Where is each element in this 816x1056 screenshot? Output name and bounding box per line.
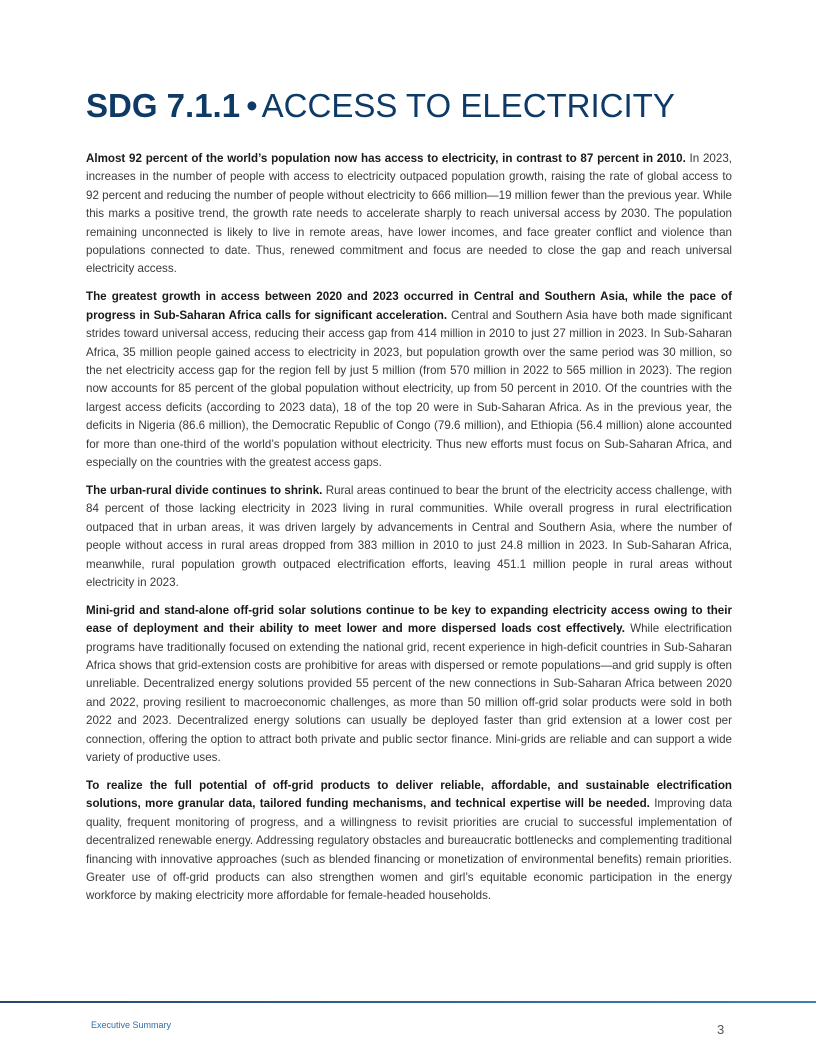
- title-separator: •: [246, 87, 258, 124]
- sdg-code: SDG 7.1.1: [86, 87, 241, 124]
- page-title: [86, 84, 675, 128]
- paragraph-off-grid-solutions: [86, 602, 732, 768]
- footer-divider: [0, 1001, 816, 1003]
- paragraph-urban-rural: [86, 482, 732, 592]
- paragraph-lead: The urban-rural divide continues to shrink.: [86, 483, 323, 497]
- paragraph-regional-growth: [86, 288, 732, 472]
- paragraph-lead: Almost 92 percent of the world’s population now has access to electricity, in contrast to 87 percent in 2010.: [86, 152, 686, 165]
- paragraph-lead: The greatest growth in access between 2020 and 2023 occurred in Central and Southern Asia, while the pace of progress in Sub-Saharan Africa calls for significant acceleration.: [86, 290, 732, 322]
- paragraph-body: Improving data quality, frequent monitoring of progress, and a willingness to revisit priorities are crucial to successful implementation of decentralized renewable energy. Addressing regulatory obstacles and bureaucratic bottlenecks and complementing traditional financing with innovative approaches (such as blended financing or monetization of environmental benefits) remain priorities. Greater use of off-grid products can also strengthen women and girl’s equitable economic participation in the energy workforce by making electricity more affordable for female-headed households.: [86, 797, 732, 903]
- paragraph-body: While electrification programs have traditionally focused on extending the national grid, recent experience in high-deficit countries in Sub-Saharan Africa shows that grid-extension costs are prohibitive for areas with dispersed or remote populations—and grid supply is often unreliable. Decentralized energy solutions provided 55 percent of the new connections in Sub-Saharan Africa between 2020 and 2022, proving resilient to macroeconomic challenges, as more than 50 million off-grid solar products were sold in both 2022 and 2023. Decentralized energy solutions can usually be deployed faster than grid extension at a lower cost per connection, offering the option to attract both private and public sector finance. Mini-grids are reliable and can support a wide variety of productive uses.: [86, 622, 733, 765]
- paragraph-body: Central and Southern Asia have both made significant strides toward universal access, reducing their access gap from 414 million in 2010 to just 27 million in 2023. In Sub-Saharan Africa, 35 million people gained access to electricity in 2023, but population growth over the same period was 30 million, so the net electricity access gap for the region fell by just 5 million (from 570 million in 2022 to 565 million in 2023). The region now accounts for 85 percent of the global population without electricity, up from 50 percent in 2010. Of the countries with the largest access deficits (according to 2023 data), 18 of the top 20 were in Sub-Saharan Africa. As in the previous year, the deficits in Nigeria (86.6 million), the Democratic Republic of Congo (79.6 million), and Ethiopia (56.4 million) alone accounted for more than one-third of the world’s population without electricity. Thus new efforts must focus on Sub-Saharan Africa, and especially on the countries with the greatest access gaps.: [86, 308, 733, 469]
- body-text: [86, 150, 732, 915]
- page-number: 3: [717, 1022, 725, 1037]
- paragraph-full-potential: [86, 777, 732, 906]
- paragraph-lead: To realize the full potential of off-grid products to deliver reliable, affordable, and sustainable electrification solutions, more granular data, tailored funding mechanisms, and technical expertise will be needed.: [86, 779, 732, 811]
- section-name: ACCESS TO ELECTRICITY: [261, 87, 675, 124]
- footer-section-label: Executive Summary: [91, 1020, 172, 1030]
- paragraph-lead: Mini-grid and stand-alone off-grid solar solutions continue to be key to expanding electricity access owing to their ease of deployment and their ability to meet lower and more dispersed loads cost effectively.: [86, 603, 732, 636]
- paragraph-global-access: [86, 150, 732, 279]
- paragraph-body: In 2023, increases in the number of people with access to electricity outpaced population growth, raising the rate of global access to 92 percent and reducing the number of people without electricity to 666 million—19 million fewer than the previous year. While this marks a positive trend, the growth rate needs to accelerate sharply to reach universal access by 2030. The population remaining unconnected is likely to live in remote areas, have lower incomes, and face greater conflict and violence than populations connected to date. Thus, renewed commitment and focus are needed to close the gap and reach universal electricity access.: [86, 152, 732, 276]
- paragraph-body: Rural areas continued to bear the brunt of the electricity access challenge, with 84 percent of those lacking electricity in 2023 living in rural communities. While overall progress in rural electrification outpaced that in urban areas, it was driven largely by advancements in Central and Southern Asia, where the number of people without access in rural areas dropped from 383 million in 2010 to just 24.8 million in 2023. In Sub-Saharan Africa, meanwhile, rural population growth outpaced electrification efforts, leaving 451.1 million people in rural areas without electricity in 2023.: [86, 483, 732, 589]
